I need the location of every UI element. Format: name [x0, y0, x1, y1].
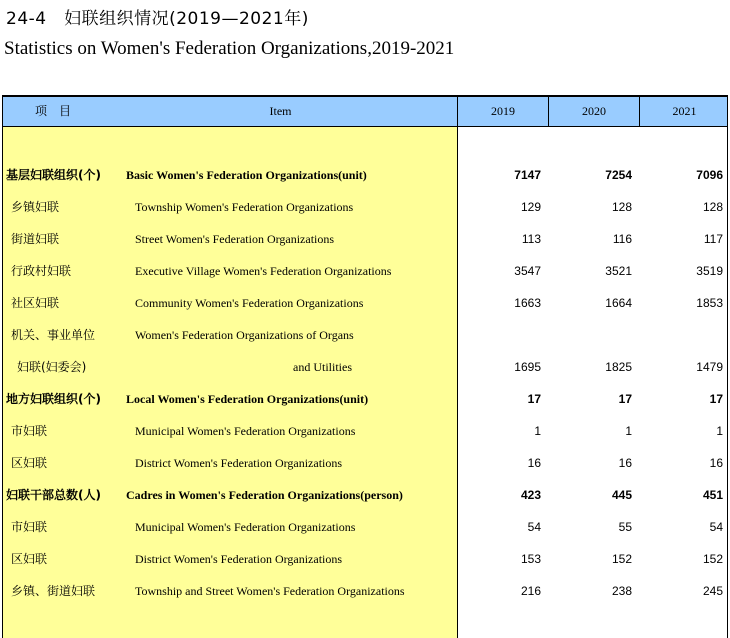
row-label-cn: 妇联(妇委会)	[17, 360, 87, 374]
value-2021: 152	[702, 552, 723, 566]
row-label-en: Women's Federation Organizations of Organs	[135, 328, 354, 342]
value-2020: 3521	[605, 264, 632, 278]
row-label-en: Street Women's Federation Organizations	[135, 232, 335, 246]
table-row	[3, 255, 727, 287]
header-item-en: Item	[269, 104, 292, 118]
value-2020: 55	[618, 520, 632, 534]
value-2021: 451	[702, 488, 723, 502]
value-2019: 1663	[514, 296, 541, 310]
table-row	[3, 287, 727, 319]
value-2020: 238	[611, 584, 632, 598]
row-label-cn: 乡镇妇联	[11, 200, 60, 214]
value-2019: 16	[527, 456, 541, 470]
row-label-cn: 基层妇联组织(个)	[6, 168, 101, 182]
table-row	[3, 319, 727, 351]
value-2020	[572, 319, 632, 351]
row-label-en: Township and Street Women's Federation Organizations	[135, 584, 405, 598]
value-2021: 117	[703, 232, 723, 246]
value-2020: 128	[611, 200, 632, 214]
row-label-en: Cadres in Women's Federation Organizations(person)	[126, 488, 403, 502]
value-2020: 16	[618, 456, 632, 470]
header-year-2019: 2019	[457, 97, 548, 126]
value-2020: 116	[612, 232, 632, 246]
table-row	[3, 159, 727, 191]
value-2021	[663, 319, 723, 351]
row-label-en: Community Women's Federation Organizations	[135, 296, 364, 310]
value-2019: 1695	[514, 360, 541, 374]
row-label-en: and Utilities	[293, 360, 352, 374]
value-2019: 423	[520, 488, 541, 502]
table-row	[3, 415, 727, 447]
table-row	[3, 191, 727, 223]
row-label-cn: 市妇联	[11, 520, 48, 534]
value-2021: 245	[702, 584, 723, 598]
row-label-cn: 区妇联	[11, 456, 48, 470]
row-label-cn: 妇联干部总数(人)	[6, 488, 101, 502]
value-2019: 54	[527, 520, 541, 534]
value-2019: 3547	[514, 264, 541, 278]
value-2020: 152	[611, 552, 632, 566]
page-title-en: Statistics on Women's Federation Organizations,2019-2021	[4, 38, 455, 59]
row-label-cn: 社区妇联	[11, 296, 60, 310]
value-2019: 17	[527, 392, 541, 406]
row-label-cn: 行政村妇联	[11, 264, 72, 278]
table-row	[3, 511, 727, 543]
value-2020: 17	[618, 392, 632, 406]
value-2020: 1664	[605, 296, 632, 310]
value-2019: 1	[534, 424, 541, 438]
value-2019: 153	[520, 552, 541, 566]
row-label-en: District Women's Federation Organizations	[135, 552, 343, 566]
header-year-2021: 2021	[639, 97, 729, 126]
value-2019: 113	[521, 232, 541, 246]
table-row	[3, 543, 727, 575]
value-2021: 54	[709, 520, 723, 534]
value-2019: 216	[520, 584, 541, 598]
row-label-en: Township Women's Federation Organizations	[135, 200, 354, 214]
value-2021: 3519	[696, 264, 723, 278]
statistics-table	[2, 95, 728, 638]
row-label-en: District Women's Federation Organizations	[135, 456, 343, 470]
value-2021: 128	[702, 200, 723, 214]
value-2021: 1479	[696, 360, 723, 374]
value-2021: 17	[709, 392, 723, 406]
table-row	[3, 223, 727, 255]
value-2020: 7254	[605, 168, 632, 182]
value-2019: 129	[520, 200, 541, 214]
value-2020: 1	[625, 424, 632, 438]
value-2021: 16	[709, 456, 723, 470]
row-label-cn: 机关、事业单位	[11, 328, 96, 342]
table-row	[3, 447, 727, 479]
value-2021: 7096	[696, 168, 723, 182]
row-label-en: Basic Women's Federation Organizations(unit)	[126, 168, 367, 182]
row-label-en: Executive Village Women's Federation Organizations	[135, 264, 392, 278]
table-row	[3, 479, 727, 511]
row-label-cn: 街道妇联	[11, 232, 60, 246]
header-year-2020: 2020	[548, 97, 639, 126]
row-label-cn: 乡镇、街道妇联	[11, 584, 96, 598]
row-label-cn: 区妇联	[11, 552, 48, 566]
table-row	[3, 351, 727, 383]
value-2019: 7147	[514, 168, 541, 182]
row-label-en: Local Women's Federation Organizations(unit)	[126, 392, 369, 406]
table-row	[3, 575, 727, 607]
value-2020: 445	[611, 488, 632, 502]
table-row	[3, 383, 727, 415]
value-2021: 1853	[696, 296, 723, 310]
value-2021: 1	[716, 424, 723, 438]
value-2020: 1825	[605, 360, 632, 374]
header-item-cn: 项 目	[34, 104, 71, 118]
row-label-cn: 市妇联	[11, 424, 48, 438]
row-label-en: Municipal Women's Federation Organizations	[135, 520, 356, 534]
row-label-en: Municipal Women's Federation Organizations	[135, 424, 356, 438]
row-label-cn: 地方妇联组织(个)	[6, 392, 101, 406]
page-title-cn: 24-4 妇联组织情况(2019—2021年)	[6, 9, 309, 29]
value-2019	[481, 319, 541, 351]
table-header	[3, 97, 727, 127]
